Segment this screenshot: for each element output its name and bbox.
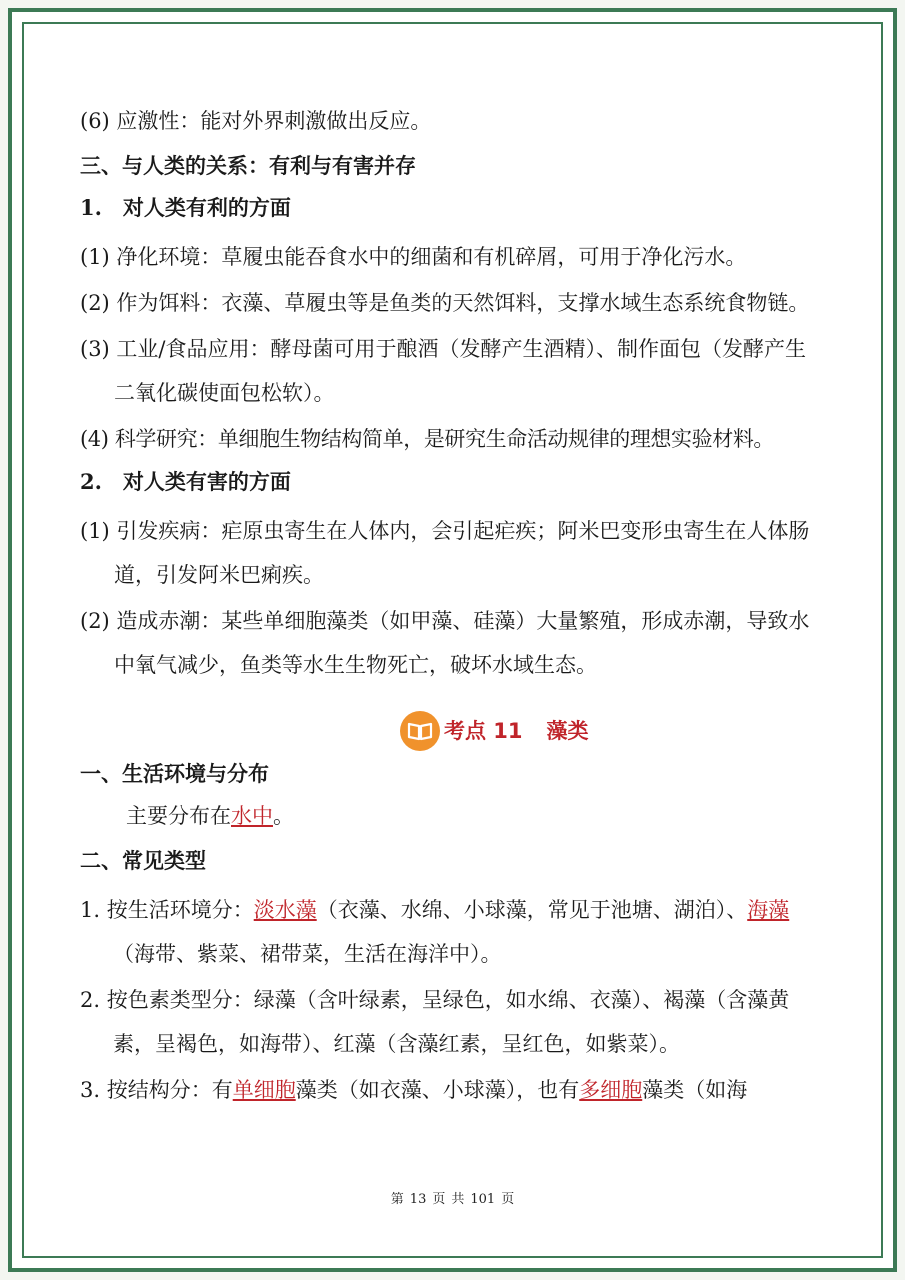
kaodian-label: 考点 11 xyxy=(444,719,523,743)
type-1-post: （海带、紫菜、裙带菜，生活在海洋中）。 xyxy=(113,942,502,966)
section-heading-habitat: 一、生活环境与分布 xyxy=(80,761,269,786)
footer-word-ye: 页 xyxy=(432,1192,446,1207)
list-item-type-2: 2. 按色素类型分：绿藻（含叶绿素，呈绿色，如水绵、衣藻）、褐藻（含藻黄素，呈褐色，如海带）、红藻（含藻红素，呈红色，如紫菜）。 xyxy=(80,988,790,1056)
type-3-post: 藻类（如海 xyxy=(642,1078,748,1102)
type-1-mid: （衣藻、水绵、小球藻，常见于池塘、湖泊）、 xyxy=(316,898,748,922)
list-item-benefit-1: (1) 净化环境：草履虫能吞食水中的细菌和有机碎屑，可用于净化污水。 xyxy=(80,245,747,269)
highlight-seaweed: 海藻 xyxy=(747,898,790,922)
section-heading-human-relation: 三、与人类的关系：有利与有害并存 xyxy=(80,153,416,178)
kaodian-topic: 藻类 xyxy=(546,719,589,743)
list-item-type-1 xyxy=(80,888,825,976)
footer-word-di: 第 xyxy=(390,1192,404,1207)
habitat-text-pre: 主要分布在 xyxy=(126,804,231,828)
page-footer xyxy=(0,1188,905,1207)
list-item-benefit-4: (4) 科学研究：单细胞生物结构简单，是研究生命活动规律的理想实验材料。 xyxy=(80,427,775,451)
highlight-freshwater-algae: 淡水藻 xyxy=(253,898,317,922)
open-book-icon xyxy=(400,711,440,751)
type-3-mid: 藻类（如衣藻、小球藻），也有 xyxy=(295,1078,580,1102)
list-item-benefit-3: (3) 工业/食品应用：酵母菌可用于酿酒（发酵产生酒精）、制作面包（发酵产生二氧化碳使面包松软）。 xyxy=(80,337,806,405)
highlight-water: 水中 xyxy=(231,804,273,828)
footer-word-ye-2: 页 xyxy=(501,1192,515,1207)
document-content xyxy=(80,106,825,1114)
subheading-beneficial: 1. 对人类有利的方面 xyxy=(80,195,291,220)
text-line-habitat xyxy=(80,801,825,831)
highlight-unicellular: 单细胞 xyxy=(232,1078,296,1102)
list-item-harm-1: (1) 引发疾病：疟原虫寄生在人体内，会引起疟疾；阿米巴变形虫寄生在人体肠道，引发阿米巴痢疾。 xyxy=(80,519,810,587)
type-3-pre: 3. 按结构分：有 xyxy=(80,1078,233,1102)
footer-total-pages: 101 xyxy=(470,1192,496,1207)
habitat-text-post: 。 xyxy=(273,804,294,828)
kaodian-banner xyxy=(80,709,825,753)
footer-page-number: 13 xyxy=(409,1192,427,1207)
section-heading-types: 二、常见类型 xyxy=(80,848,206,873)
list-item-benefit-2: (2) 作为饵料：衣藻、草履虫等是鱼类的天然饵料，支撑水域生态系统食物链。 xyxy=(80,291,810,315)
highlight-multicellular: 多细胞 xyxy=(579,1078,643,1102)
list-item-harm-2: (2) 造成赤潮：某些单细胞藻类（如甲藻、硅藻）大量繁殖，形成赤潮，导致水中氧气减少，鱼类等水生生物死亡，破坏水域生态。 xyxy=(80,609,810,677)
list-item-type-3 xyxy=(80,1068,825,1112)
footer-word-gong: 共 xyxy=(451,1192,465,1207)
subheading-harmful: 2. 对人类有害的方面 xyxy=(80,469,291,494)
text-line-responsiveness: (6) 应激性：能对外界刺激做出反应。 xyxy=(80,109,432,133)
type-1-pre: 1. 按生活环境分： xyxy=(80,898,254,922)
